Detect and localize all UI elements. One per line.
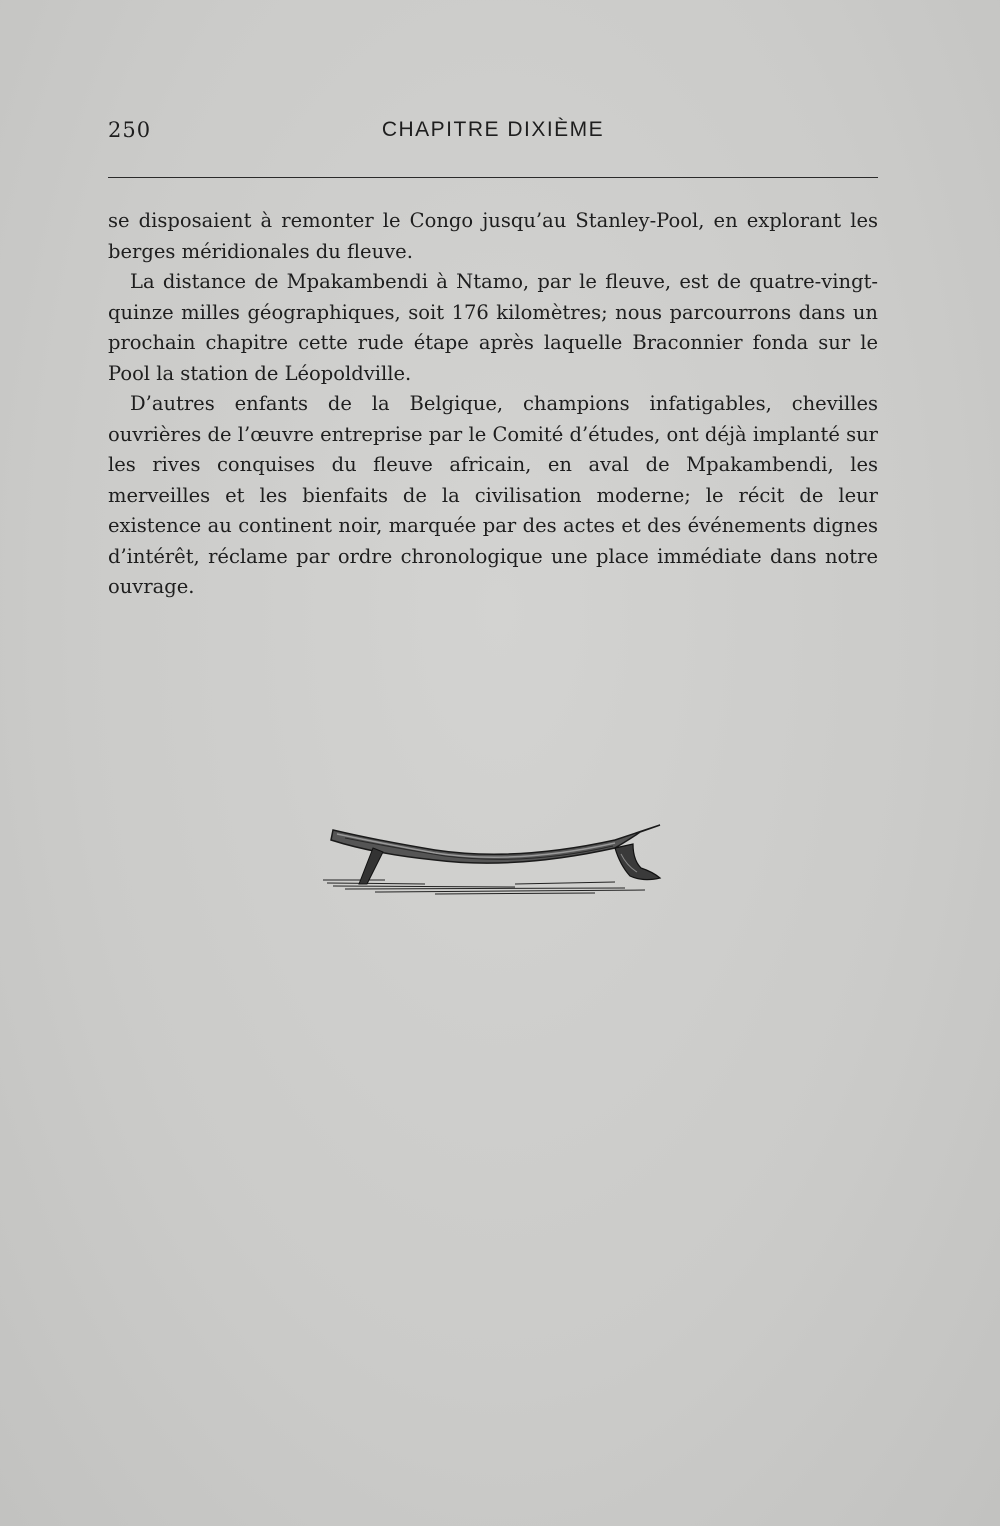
headrest-illustration-icon [315, 810, 675, 905]
paragraph-2: La distance de Mpakambendi à Ntamo, par le fleuve, est de quatre-vingt-quinze milles géographiques, soit 176 kilomètres; nous parcourrons dans un prochain chapitre cette rude étape après laquelle Braconnier fonda sur le Pool la station de Léopoldville. [108, 270, 878, 385]
ground-shadow [323, 880, 645, 894]
body-text [108, 206, 878, 603]
running-title: CHAPITRE DIXIÈME [381, 118, 605, 141]
page-header [108, 118, 878, 148]
paragraph-1: se disposaient à remonter le Congo jusqu’au Stanley-Pool, en explorant les berges méridionales du fleuve. [108, 209, 878, 263]
paragraph-3: D’autres enfants de la Belgique, champions infatigables, chevilles ouvrières de l’œuvre entreprise par le Comité d’études, ont déjà implanté sur les rives conquises du fleuve africain, en aval de Mpakambendi, les merveilles et les bienfaits de la civilisation moderne; le récit de leur existence au continent noir, marquée par des actes et des événements dignes d’intérêt, réclame par ordre chronologique une place immédiate dans notre ouvrage. [108, 392, 878, 598]
page-number: 250 [108, 118, 152, 142]
header-rule [108, 177, 878, 178]
